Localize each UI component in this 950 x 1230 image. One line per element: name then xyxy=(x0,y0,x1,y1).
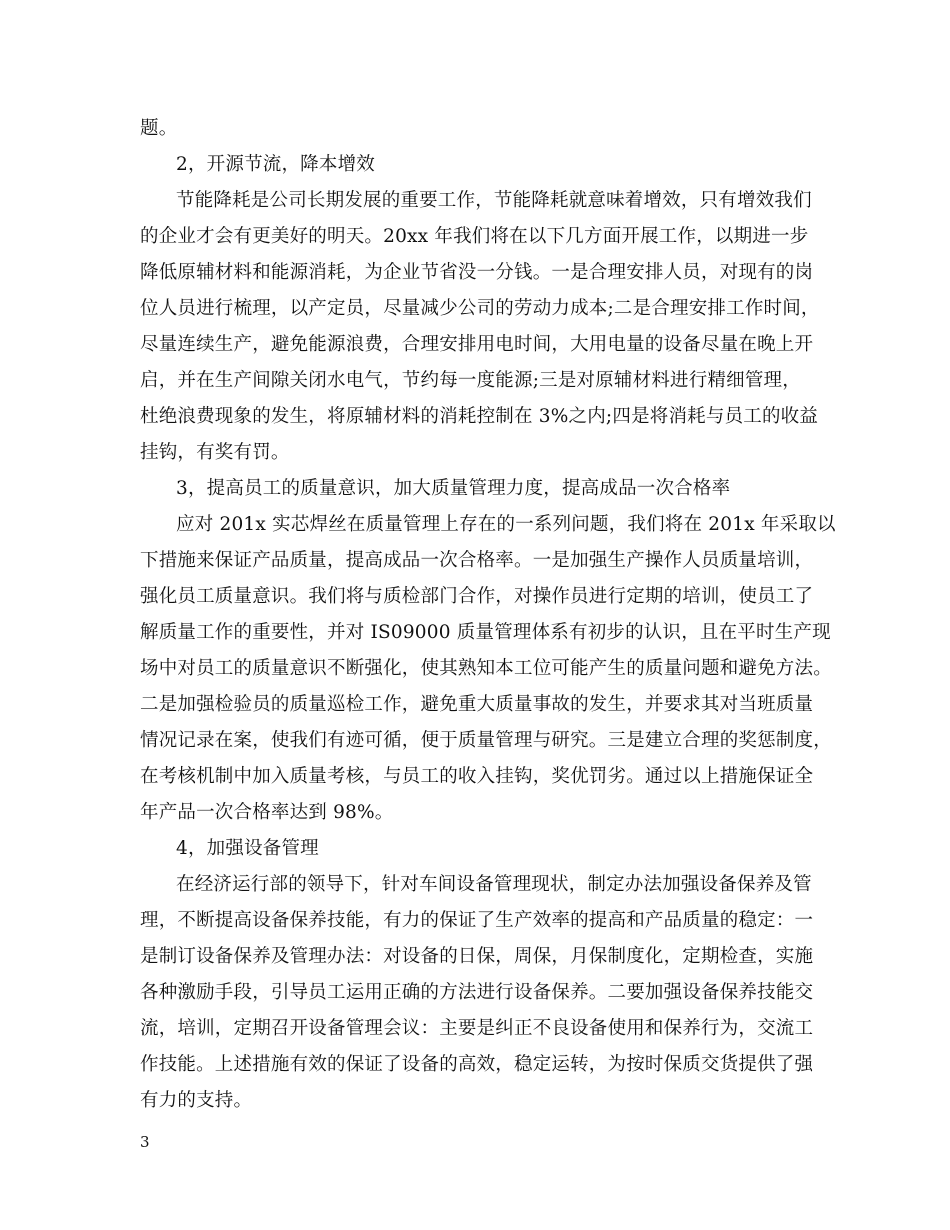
section-heading: 4，加强设备管理 xyxy=(176,838,319,859)
body-text-line: 在考核机制中加入质量考核，与员工的收入挂钩，奖优罚劣。通过以上措施保证全 xyxy=(140,766,814,787)
body-text-line: 尽量连续生产，避免能源浪费，合理安排用电时间，大用电量的设备尽量在晚上开 xyxy=(140,334,814,355)
body-text-line: 降低原辅材料和能源消耗，为企业节省没一分钱。一是合理安排人员，对现有的岗 xyxy=(140,262,814,283)
body-text-line: 作技能。上述措施有效的保证了设备的高效，稳定运转，为按时保质交货提供了强 xyxy=(140,1054,814,1075)
body-text-line: 流，培训，定期召开设备管理会议：主要是纠正不良设备使用和保养行为，交流工 xyxy=(140,1018,814,1039)
section-heading: 3，提高员工的质量意识，加大质量管理力度，提高成品一次合格率 xyxy=(176,478,731,499)
body-text-line: 的企业才会有更美好的明天。20xx 年我们将在以下几方面开展工作，以期进一步 xyxy=(140,226,809,247)
body-text-line: 下措施来保证产品质量，提高成品一次合格率。一是加强生产操作人员质量培训， xyxy=(140,550,814,571)
paragraph-first-line: 在经济运行部的领导下，针对车间设备管理现状，制定办法加强设备保养及管 xyxy=(176,874,812,895)
body-text-line: 位人员进行梳理，以产定员，尽量减少公司的劳动力成本;二是合理安排工作时间， xyxy=(140,298,820,319)
body-text-line: 挂钩，有奖有罚。 xyxy=(140,442,290,463)
paragraph-first-line: 节能降耗是公司长期发展的重要工作，节能降耗就意味着增效，只有增效我们 xyxy=(176,190,812,211)
page-number: 3 xyxy=(140,1133,150,1151)
body-text-line: 各种激励手段，引导员工运用正确的方法进行设备保养。二要加强设备保养技能交 xyxy=(140,982,814,1003)
body-text-line: 情况记录在案，使我们有迹可循，便于质量管理与研究。三是建立合理的奖惩制度， xyxy=(140,730,832,751)
body-text-line: 杜绝浪费现象的发生，将原辅材料的消耗控制在 3%之内;四是将消耗与员工的收益 xyxy=(140,406,819,427)
paragraph-first-line: 应对 201x 实芯焊丝在质量管理上存在的一系列问题，我们将在 201x 年采取以 xyxy=(176,514,836,535)
body-text-line: 有力的支持。 xyxy=(140,1090,253,1111)
body-text-line: 二是加强检验员的质量巡检工作，避免重大质量事故的发生，并要求其对当班质量 xyxy=(140,694,814,715)
body-text-line: 启，并在生产间隙关闭水电气，节约每一度能源;三是对原辅材料进行精细管理， xyxy=(140,370,801,391)
body-text-line: 理，不断提高设备保养技能，有力的保证了生产效率的提高和产品质量的稳定：一 xyxy=(140,910,814,931)
body-text-line: 强化员工质量意识。我们将与质检部门合作，对操作员进行定期的培训，使员工了 xyxy=(140,586,814,607)
section-heading: 2，开源节流，降本增效 xyxy=(176,154,375,175)
body-text-line: 是制订设备保养及管理办法：对设备的日保，周保，月保制度化，定期检查，实施 xyxy=(140,946,814,967)
body-text-line: 解质量工作的重要性，并对 IS09000 质量管理体系有初步的认识，且在平时生产现 xyxy=(140,622,831,643)
body-text-line: 题。 xyxy=(140,118,178,139)
body-text-line: 场中对员工的质量意识不断强化，使其熟知本工位可能产生的质量问题和避免方法。 xyxy=(140,658,832,679)
body-text-line: 年产品一次合格率达到 98%。 xyxy=(140,802,394,823)
